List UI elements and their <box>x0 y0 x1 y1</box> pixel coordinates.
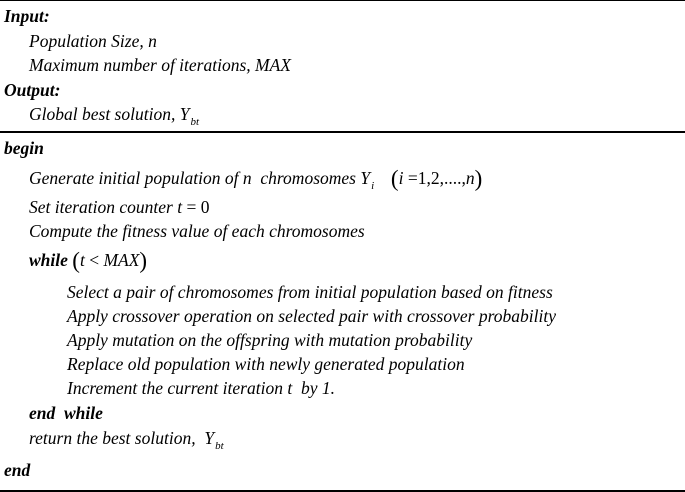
while-var-t: t <box>79 250 85 270</box>
generate-var-n: n <box>242 168 252 188</box>
loop-step-crossover: Apply crossover operation on selected pair with crossover probability <box>67 306 556 326</box>
generate-index-i: i <box>398 168 404 188</box>
set-counter-line <box>29 199 210 217</box>
generate-var-y: Y <box>360 168 371 188</box>
global-best-label: Global best solution, <box>29 104 176 124</box>
set-counter-text: Set iteration counter <box>29 197 173 217</box>
while-paren-close: ) <box>139 248 148 273</box>
increment-text-b: by 1. <box>300 378 335 398</box>
population-size-label: Population Size, <box>29 31 144 51</box>
return-line <box>29 428 224 452</box>
generate-paren-close: ) <box>474 166 483 191</box>
generate-line <box>29 165 483 192</box>
while-var-max: MAX <box>103 250 140 270</box>
end-keyword: end <box>4 460 31 480</box>
set-counter-var-t: t <box>177 197 183 217</box>
output-heading: Output: <box>4 80 61 100</box>
global-best-var: Y <box>179 104 190 124</box>
generate-equals: = <box>407 168 418 188</box>
while-keyword: while <box>29 250 68 270</box>
population-size-var: n <box>148 31 157 51</box>
while-paren-open: ( <box>72 248 80 273</box>
section-divider <box>0 131 685 133</box>
generate-paren-open: ( <box>390 166 399 191</box>
population-size-line <box>29 33 157 51</box>
end-while-keyword: end while <box>29 403 103 423</box>
bottom-rule <box>0 490 685 492</box>
loop-step-select: Select a pair of chromosomes from initial population based on fitness <box>67 282 553 302</box>
generate-range: 1,2,...., <box>417 168 466 188</box>
set-counter-equals: = <box>186 197 197 217</box>
return-sub: bt <box>215 440 224 452</box>
begin-keyword: begin <box>4 138 44 158</box>
set-counter-zero: 0 <box>200 197 210 217</box>
loop-step-mutation: Apply mutation on the offspring with mutation probability <box>67 330 473 350</box>
generate-range-n: n <box>465 168 475 188</box>
max-iterations-var: MAX <box>255 55 291 75</box>
global-best-line <box>29 104 199 128</box>
increment-line <box>67 380 335 398</box>
compute-fitness-line: Compute the fitness value of each chromosomes <box>29 221 365 241</box>
generate-text-b: chromosomes <box>260 168 356 188</box>
return-text: return the best solution, <box>29 428 196 448</box>
top-rule <box>0 0 685 1</box>
max-iterations-line <box>29 57 291 75</box>
loop-step-replace: Replace old population with newly generated population <box>67 354 465 374</box>
return-var-y: Y <box>204 428 215 448</box>
max-iterations-label: Maximum number of iterations, <box>29 55 251 75</box>
increment-var-t: t <box>287 378 293 398</box>
input-heading: Input: <box>4 6 50 26</box>
generate-sub-i: i <box>371 180 375 192</box>
global-best-sub: bt <box>190 116 199 128</box>
increment-text: Increment the current iteration <box>67 378 283 398</box>
generate-text: Generate initial population of <box>29 168 239 188</box>
while-lt: < <box>89 250 100 270</box>
while-line <box>29 247 148 273</box>
